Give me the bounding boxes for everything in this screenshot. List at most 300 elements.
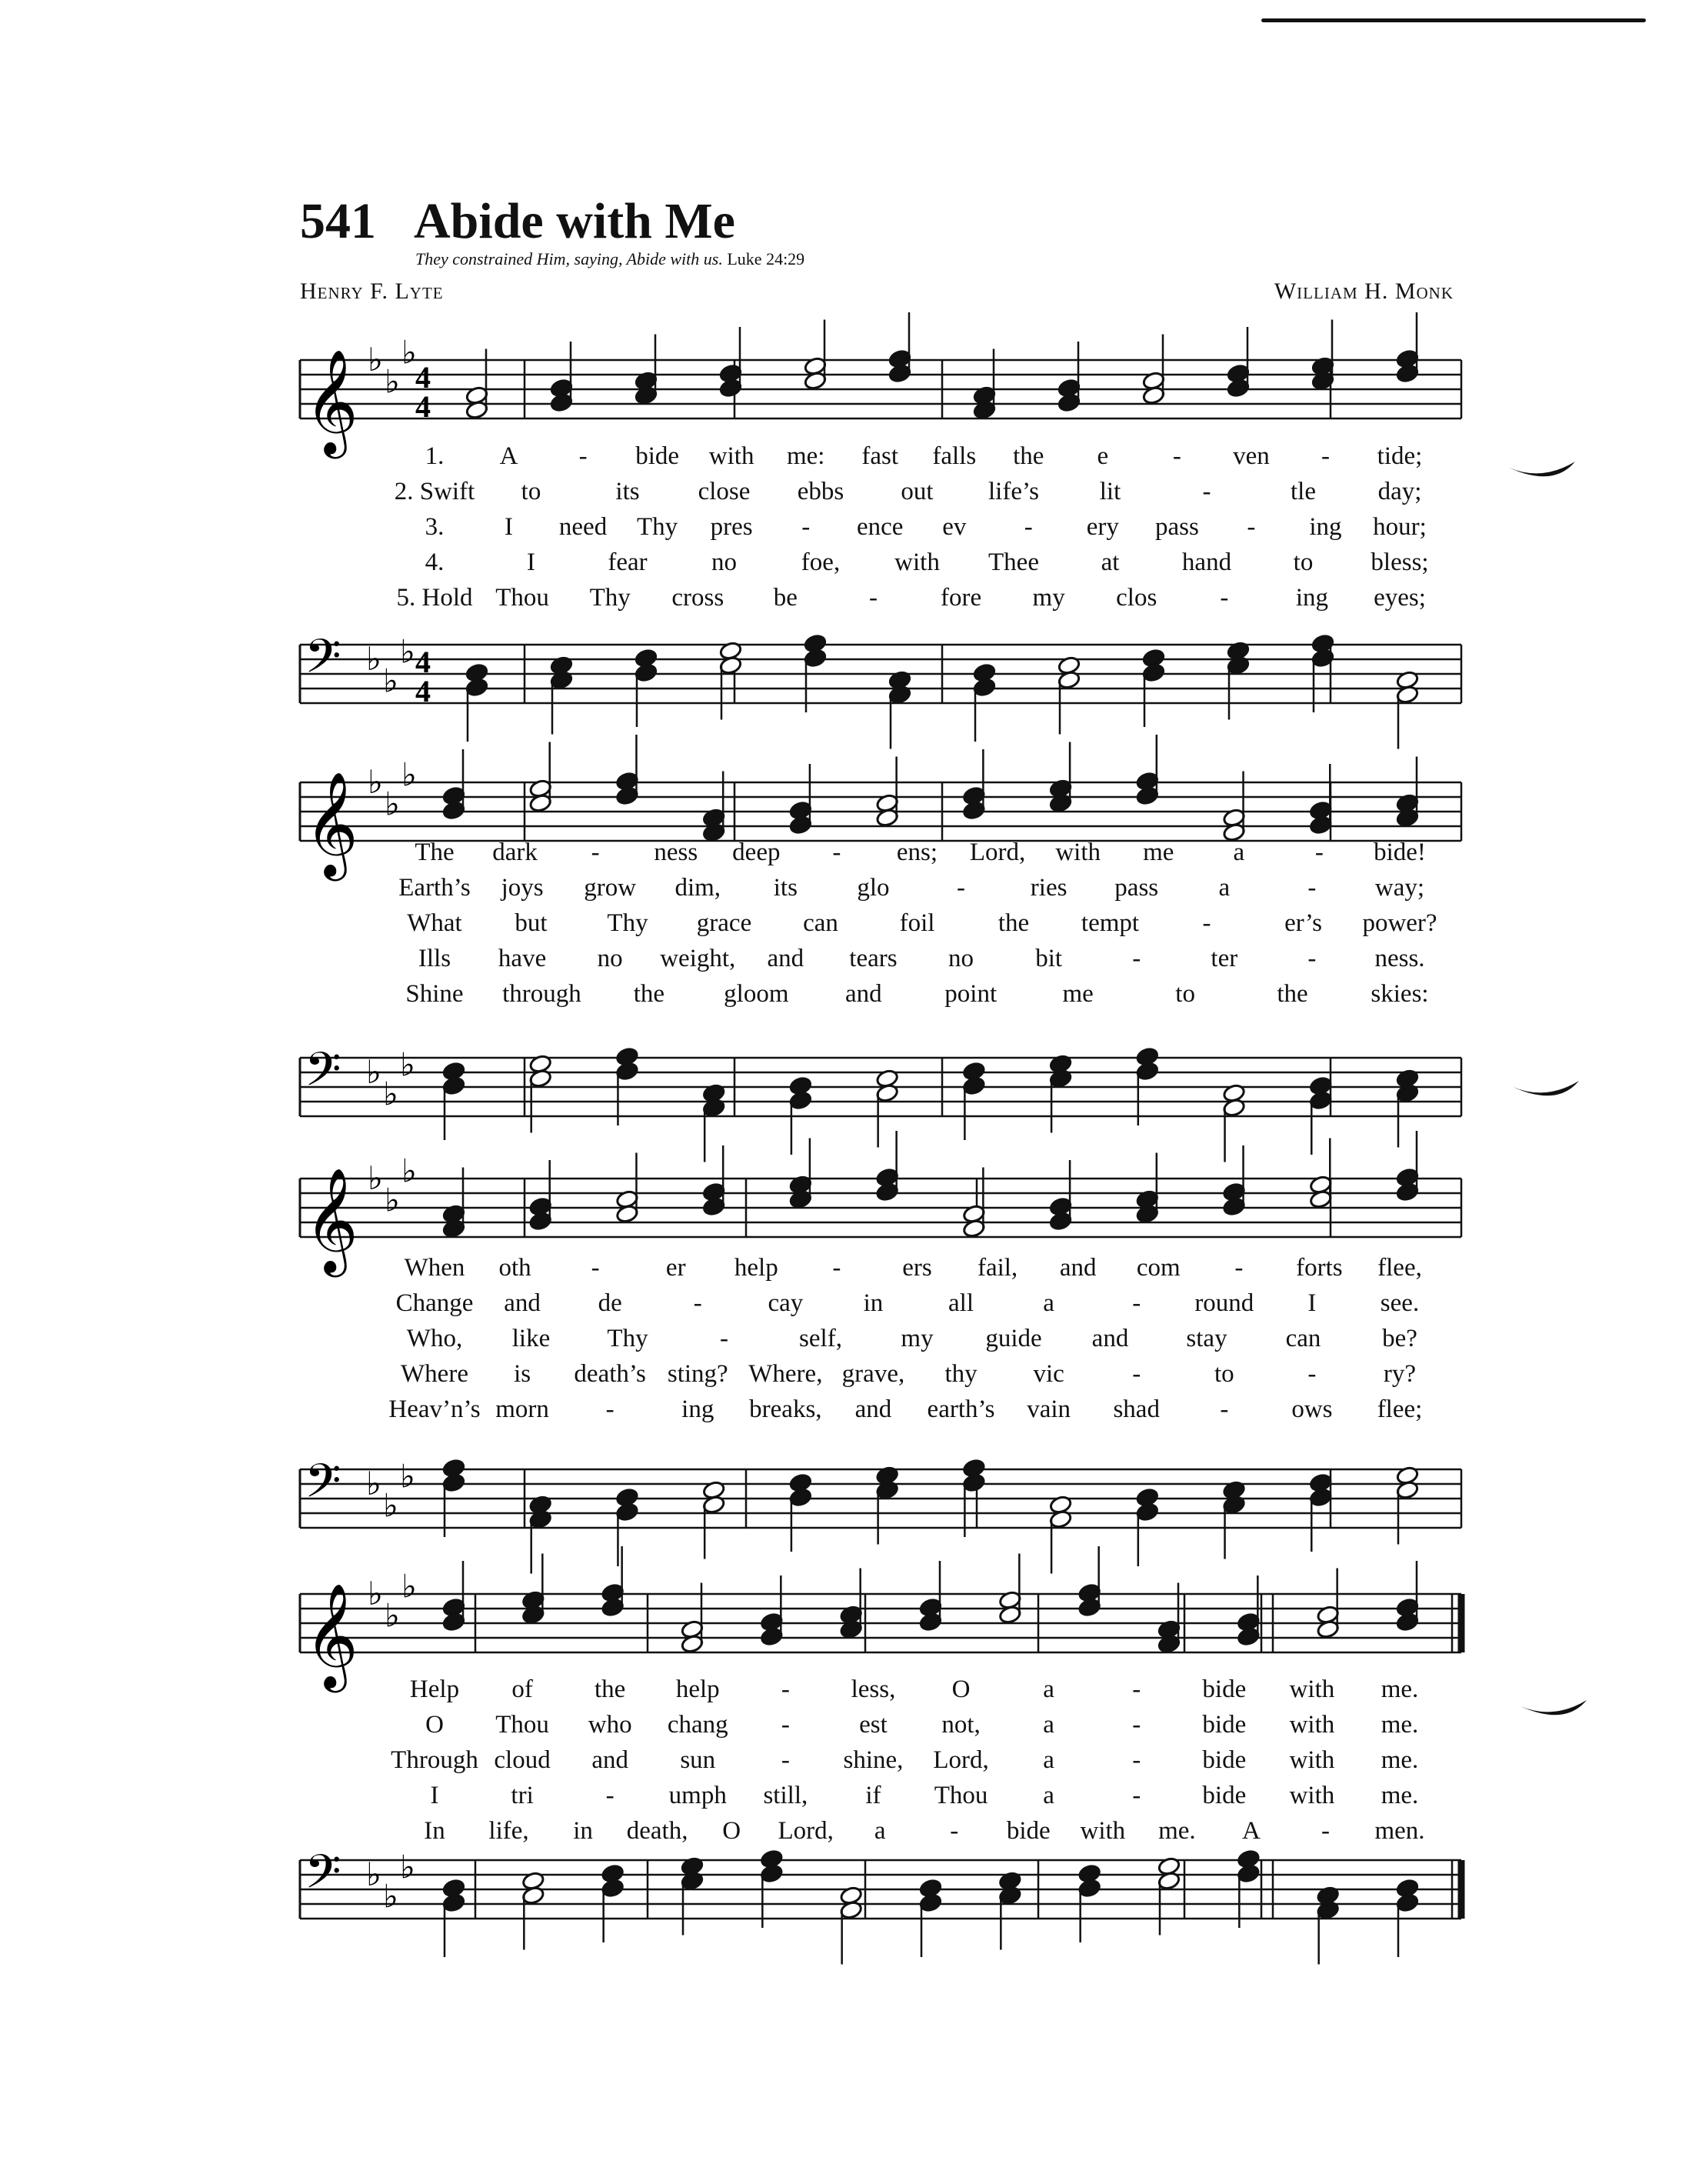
flat-icon: ♭ xyxy=(385,362,400,401)
notehead xyxy=(550,393,574,413)
note-chord xyxy=(875,1131,899,1202)
note-chord xyxy=(528,1054,552,1132)
lyric-syllable: ry? xyxy=(1383,1360,1417,1388)
lyric-syllable: bide xyxy=(1202,1782,1247,1809)
lyric-hyphen: - xyxy=(591,1254,600,1282)
note-chord xyxy=(1222,1145,1246,1216)
lyric-syllable: power? xyxy=(1362,909,1437,937)
lyric-hyphen: - xyxy=(605,1395,615,1423)
lyric-syllable: tears xyxy=(849,945,898,972)
lyric-syllable: 3. xyxy=(425,513,445,541)
time-signature-digit-icon: 4 xyxy=(415,645,431,679)
lyric-syllable: grace xyxy=(696,909,752,937)
lyric-syllable: can xyxy=(1285,1325,1321,1352)
lyric-syllable: ers xyxy=(902,1254,932,1282)
lyric-hyphen: - xyxy=(781,1746,790,1774)
notehead xyxy=(1077,1879,1101,1899)
lyric-hyphen: - xyxy=(1024,513,1033,541)
flat-icon: ♭ xyxy=(385,785,400,823)
flat-icon: ♭ xyxy=(401,1567,417,1605)
lyric-syllable: Thou xyxy=(495,1711,549,1739)
lyric-syllable: grave, xyxy=(841,1360,905,1388)
note-chord xyxy=(1058,342,1081,412)
lyric-syllable: bit xyxy=(1035,945,1063,972)
lyric-syllable: Earth’s xyxy=(398,874,471,902)
lyric-syllable: shine, xyxy=(843,1746,904,1774)
flat-icon: ♭ xyxy=(401,333,417,372)
lyric-syllable: tle xyxy=(1291,478,1316,505)
lyric-syllable: 5. Hold xyxy=(396,584,473,612)
notehead xyxy=(888,364,912,384)
notehead xyxy=(601,1598,625,1618)
lyric-syllable: morn xyxy=(495,1395,549,1423)
lyric-syllable: my xyxy=(1032,584,1065,612)
lyric-syllable: Thou xyxy=(495,584,549,612)
lyric-syllable: need xyxy=(558,513,608,541)
notehead xyxy=(601,1879,625,1899)
lyric-syllable: eyes; xyxy=(1374,584,1426,612)
notehead xyxy=(789,1488,813,1508)
lyric-syllable: to xyxy=(1175,980,1195,1008)
lyric-syllable: When xyxy=(404,1254,465,1282)
lyric-syllable: with xyxy=(1289,1711,1335,1739)
notehead xyxy=(634,663,658,683)
note-chord xyxy=(1311,320,1335,391)
flat-icon: ♭ xyxy=(366,1465,381,1502)
flat-icon: ♭ xyxy=(366,640,381,678)
lyric-syllable: and xyxy=(854,1395,892,1423)
lyric-syllable: the xyxy=(633,980,665,1008)
note-chord xyxy=(1316,1569,1340,1639)
lyric-syllable: not, xyxy=(941,1711,981,1739)
lyric-syllable: pres xyxy=(710,513,753,541)
lyric-syllable: a xyxy=(1043,1711,1054,1739)
flat-icon: ♭ xyxy=(401,1152,417,1190)
note-chord xyxy=(839,1886,863,1964)
bass-staff xyxy=(300,1845,1461,1965)
notehead xyxy=(1396,364,1420,384)
lyric-syllable: fear xyxy=(608,549,648,576)
lyric-syllable: tri xyxy=(511,1782,534,1809)
flat-icon: ♭ xyxy=(383,1877,398,1916)
notehead xyxy=(760,1627,784,1647)
lyric-syllable: In xyxy=(424,1817,445,1845)
lyric-syllable: me. xyxy=(1381,1782,1419,1809)
lyric-syllable: Thy xyxy=(607,909,648,937)
lyric-syllable: Thou xyxy=(934,1782,988,1809)
note-chord xyxy=(634,335,658,405)
lyric-line-verse-5 xyxy=(300,980,1461,1011)
lyric-syllable: ing xyxy=(1309,513,1342,541)
music-system-3 xyxy=(300,1131,1461,1554)
note-chord xyxy=(804,320,828,391)
notehead xyxy=(702,1197,726,1217)
lyric-line-verse-4 xyxy=(300,1782,1461,1812)
lyric-syllable: Lord, xyxy=(969,839,1026,866)
note-chord xyxy=(442,749,466,820)
lyric-line-verse-3 xyxy=(300,1325,1461,1355)
lyric-hyphen: - xyxy=(1132,1782,1141,1809)
flat-icon: ♭ xyxy=(368,341,383,378)
lyric-hyphen: - xyxy=(591,839,600,866)
note-chord xyxy=(521,1554,545,1625)
lyric-syllable: less, xyxy=(851,1676,896,1703)
notehead xyxy=(719,378,743,398)
time-signature-digit-icon: 4 xyxy=(415,389,431,424)
lyric-syllable: my xyxy=(901,1325,934,1352)
lyric-hyphen: - xyxy=(605,1782,615,1809)
lyric-hyphen: - xyxy=(868,584,878,612)
lyric-syllable: ing xyxy=(1295,584,1328,612)
lyric-syllable: its xyxy=(773,874,798,902)
notehead xyxy=(1396,1893,1420,1913)
note-chord xyxy=(1396,312,1420,383)
lyric-syllable: point xyxy=(944,980,998,1008)
lyric-hyphen: - xyxy=(950,1817,959,1845)
lyric-syllable: and xyxy=(767,945,804,972)
notehead xyxy=(760,1864,784,1884)
lyric-syllable: Thee xyxy=(988,549,1039,576)
notehead xyxy=(1396,1182,1420,1202)
lyric-syllable: me xyxy=(1143,839,1174,866)
lyric-hyphen: - xyxy=(693,1289,702,1317)
lyric-syllable: round xyxy=(1194,1289,1254,1317)
treble-clef-icon: 𝄞 xyxy=(305,1166,358,1272)
note-chord xyxy=(521,1871,545,1949)
top-rule xyxy=(1261,18,1646,22)
treble-clef-icon: 𝄞 xyxy=(305,348,358,454)
lyric-syllable: and xyxy=(1091,1325,1129,1352)
lyric-syllable: 1. xyxy=(425,442,445,470)
note-chord xyxy=(1396,1561,1420,1632)
lyric-syllable: in xyxy=(863,1289,884,1317)
lyric-syllable: help xyxy=(734,1254,778,1282)
note-chord xyxy=(1077,1546,1101,1617)
lyric-syllable: Heav’n’s xyxy=(388,1395,481,1423)
lyric-syllable: ows xyxy=(1291,1395,1333,1423)
note-chord xyxy=(528,742,552,813)
lyric-syllable: ness. xyxy=(1374,945,1425,972)
lyric-syllable: with xyxy=(1289,1676,1335,1703)
lyric-syllable: Thy xyxy=(637,513,678,541)
lyric-syllable: a xyxy=(1233,839,1245,866)
lyric-syllable: Ills xyxy=(418,945,451,972)
note-chord xyxy=(760,1575,784,1646)
flat-icon: ♭ xyxy=(400,1045,415,1084)
lyric-syllable: bless; xyxy=(1371,549,1429,576)
notehead xyxy=(442,1076,466,1096)
lyric-syllable: vain xyxy=(1027,1395,1071,1423)
lyric-syllable: gloom xyxy=(724,980,789,1008)
flat-icon: ♭ xyxy=(385,1596,400,1635)
notehead xyxy=(1309,1091,1333,1111)
lyric-syllable: pass xyxy=(1154,513,1199,541)
lyric-syllable: glo xyxy=(857,874,890,902)
lyric-syllable: I xyxy=(1307,1289,1317,1317)
lyric-syllable: help xyxy=(675,1676,720,1703)
lyric-line-verse-3 xyxy=(300,513,1461,544)
page-edge-mark xyxy=(1507,462,1577,488)
lyric-syllable: the xyxy=(595,1676,626,1703)
lyric-syllable: ter xyxy=(1211,945,1238,972)
lyric-syllable: sun xyxy=(680,1746,716,1774)
lyric-hyphen: - xyxy=(781,1676,790,1703)
lyric-syllable: ebbs xyxy=(797,478,844,505)
lyric-syllable: a xyxy=(1043,1782,1054,1809)
lyric-syllable: Who, xyxy=(406,1325,463,1352)
notehead xyxy=(1237,1864,1261,1884)
flat-icon: ♭ xyxy=(368,763,383,801)
notehead xyxy=(1142,663,1166,683)
lyric-hyphen: - xyxy=(801,513,811,541)
time-signature-digit-icon: 4 xyxy=(415,674,431,709)
lyric-syllable: stay xyxy=(1186,1325,1227,1352)
note-chord xyxy=(998,1871,1022,1949)
lyric-syllable: ens; xyxy=(896,839,938,866)
notehead xyxy=(1049,1212,1073,1232)
notehead xyxy=(1309,815,1333,835)
lyric-syllable: no xyxy=(711,549,737,576)
lyric-syllable: with xyxy=(1289,1782,1335,1809)
note-chord xyxy=(702,1145,726,1216)
lyric-syllable: ery xyxy=(1086,513,1119,541)
lyric-syllable: deep xyxy=(732,839,781,866)
lyric-line-verse-2 xyxy=(300,478,1461,508)
lyric-hyphen: - xyxy=(1307,874,1317,902)
lyric-syllable: umph xyxy=(668,1782,727,1809)
lyric-syllable: through xyxy=(502,980,581,1008)
lyric-syllable: est xyxy=(859,1711,888,1739)
lyric-hyphen: - xyxy=(1220,584,1229,612)
notehead xyxy=(962,1076,986,1096)
lyric-syllable: tempt xyxy=(1081,909,1140,937)
lyric-syllable: but xyxy=(515,909,548,937)
note-chord xyxy=(1316,1886,1340,1964)
lyric-hyphen: - xyxy=(1307,1360,1317,1388)
notehead xyxy=(1136,786,1160,806)
lyric-syllable: grow xyxy=(584,874,637,902)
lyric-syllable: A xyxy=(1242,1817,1261,1845)
lyric-hyphen: - xyxy=(1172,442,1181,470)
music-system-1 xyxy=(300,323,1461,746)
note-chord xyxy=(615,735,639,805)
hymn-header xyxy=(300,192,1454,323)
lyric-syllable: see. xyxy=(1380,1289,1420,1317)
lyric-syllable: and xyxy=(1059,1254,1097,1282)
lyric-syllable: I xyxy=(527,549,535,576)
lyric-syllable: all xyxy=(948,1289,974,1317)
note-chord xyxy=(875,757,899,828)
lyric-syllable: be xyxy=(773,584,798,612)
lyric-syllable: dim, xyxy=(674,874,721,902)
notehead xyxy=(804,649,828,669)
lyric-syllable: flee; xyxy=(1377,1395,1423,1423)
note-chord xyxy=(1058,655,1081,734)
lyric-syllable: a xyxy=(1218,874,1231,902)
lyric-syllable: a xyxy=(1043,1746,1054,1774)
lyric-syllable: pass xyxy=(1114,874,1159,902)
lyric-hyphen: - xyxy=(578,442,588,470)
note-chord xyxy=(550,655,574,734)
bass-clef-icon: 𝄢 xyxy=(305,1454,341,1520)
flat-icon: ♭ xyxy=(366,1856,381,1893)
notehead xyxy=(1077,1598,1101,1618)
note-chord xyxy=(719,327,743,398)
lyric-syllable: sting? xyxy=(667,1360,728,1388)
lyric-syllable: with xyxy=(1289,1746,1335,1774)
lyric-syllable: 4. xyxy=(425,549,445,576)
notehead xyxy=(442,1893,466,1913)
lyric-syllable: the xyxy=(998,909,1030,937)
note-chord xyxy=(615,1153,639,1224)
notehead xyxy=(962,801,986,821)
text-author: Henry F. Lyte xyxy=(300,278,444,304)
lyric-line-verse-4 xyxy=(300,549,1461,579)
lyric-syllable: cloud xyxy=(494,1746,551,1774)
lyric-syllable: I xyxy=(505,513,514,541)
lyric-hyphen: - xyxy=(1202,909,1211,937)
page-edge-mark xyxy=(1511,1081,1580,1107)
bass-clef-icon: 𝄢 xyxy=(305,1042,341,1109)
lyric-syllable: like xyxy=(511,1325,551,1352)
lyric-syllable: Where xyxy=(401,1360,468,1388)
lyric-hyphen: - xyxy=(1132,945,1141,972)
bass-clef-icon: 𝄢 xyxy=(305,629,341,695)
lyric-syllable: shad xyxy=(1113,1395,1160,1423)
lyric-syllable: fore xyxy=(940,584,982,612)
flat-icon: ♭ xyxy=(368,1575,383,1612)
flat-icon: ♭ xyxy=(366,1053,381,1091)
lyric-syllable: me. xyxy=(1381,1676,1419,1703)
lyric-hyphen: - xyxy=(1132,1360,1141,1388)
time-signature-digit-icon: 4 xyxy=(415,360,431,395)
lyric-syllable: flee, xyxy=(1377,1254,1422,1282)
lyric-syllable: to xyxy=(521,478,541,505)
treble-clef-icon: 𝄞 xyxy=(305,1582,358,1688)
lyric-syllable: death, xyxy=(626,1817,688,1845)
lyric-hyphen: - xyxy=(1234,1254,1244,1282)
lyric-syllable: The xyxy=(415,839,455,866)
lyric-hyphen: - xyxy=(1132,1289,1141,1317)
note-chord xyxy=(789,1139,813,1209)
lyric-line-verse-5 xyxy=(300,584,1461,615)
flat-icon: ♭ xyxy=(401,755,417,794)
lyric-syllable: I xyxy=(430,1782,439,1809)
lyric-hyphen: - xyxy=(1247,513,1256,541)
scripture-line xyxy=(415,249,804,269)
page-edge-mark xyxy=(1519,1700,1588,1726)
notehead xyxy=(919,1893,943,1913)
lyric-syllable: chang xyxy=(667,1711,728,1739)
lyric-syllable: self, xyxy=(799,1325,842,1352)
notehead xyxy=(615,1062,639,1082)
lyric-syllable: ing xyxy=(681,1395,714,1423)
lyric-syllable: bide xyxy=(1202,1711,1247,1739)
lyric-syllable: Lord, xyxy=(933,1746,989,1774)
note-chord xyxy=(1309,1139,1333,1209)
flat-icon: ♭ xyxy=(400,632,415,671)
lyric-syllable: Through xyxy=(391,1746,478,1774)
notehead xyxy=(962,1473,986,1493)
lyric-syllable: me: xyxy=(786,442,825,470)
lyric-syllable: foe, xyxy=(801,549,841,576)
lyric-syllable: with xyxy=(708,442,754,470)
lyric-syllable: Change xyxy=(395,1289,474,1317)
lyric-line-verse-5 xyxy=(300,1395,1461,1426)
lyric-syllable: oth xyxy=(498,1254,531,1282)
lyric-syllable: thy xyxy=(944,1360,978,1388)
notehead xyxy=(1309,1488,1333,1508)
lyric-syllable: bide xyxy=(1202,1746,1247,1774)
lyric-syllable: in xyxy=(573,1817,593,1845)
treble-staff xyxy=(300,312,1461,458)
lyric-syllable: bide xyxy=(635,442,680,470)
lyric-syllable: lit xyxy=(1099,478,1121,505)
note-chord xyxy=(875,1465,899,1544)
note-chord xyxy=(962,749,986,820)
lyric-syllable: its xyxy=(615,478,640,505)
lyric-syllable: no xyxy=(948,945,974,972)
lyric-syllable: me. xyxy=(1158,1817,1196,1845)
lyric-syllable: fail, xyxy=(977,1254,1018,1282)
lyric-syllable: the xyxy=(1013,442,1044,470)
lyric-hyphen: - xyxy=(1314,839,1324,866)
lyric-syllable: can xyxy=(803,909,838,937)
lyric-syllable: day; xyxy=(1377,478,1422,505)
notehead xyxy=(875,1182,899,1202)
lyric-line-verse-3 xyxy=(300,909,1461,940)
note-chord xyxy=(550,342,574,412)
lyric-syllable: out xyxy=(901,478,934,505)
note-chord xyxy=(1396,757,1420,828)
note-chord xyxy=(1049,1054,1073,1132)
notehead xyxy=(1058,393,1081,413)
lyric-syllable: A xyxy=(499,442,518,470)
notehead xyxy=(1396,1612,1420,1632)
notehead xyxy=(442,1612,466,1632)
lyric-syllable: ven xyxy=(1233,442,1270,470)
hymn-number: 541 xyxy=(300,193,376,249)
lyric-line-verse-2 xyxy=(300,1289,1461,1320)
lyric-syllable: O xyxy=(722,1817,741,1845)
lyric-syllable: be? xyxy=(1382,1325,1417,1352)
lyric-hyphen: - xyxy=(1321,1817,1330,1845)
lyric-syllable: no xyxy=(597,945,623,972)
notehead xyxy=(1136,1062,1160,1082)
lyric-syllable: to xyxy=(1214,1360,1234,1388)
lyric-syllable: Thy xyxy=(607,1325,648,1352)
lyric-syllable: is xyxy=(514,1360,531,1388)
lyric-syllable: weight, xyxy=(660,945,736,972)
lyric-syllable: of xyxy=(511,1676,533,1703)
lyric-syllable: ness xyxy=(654,839,698,866)
flat-icon: ♭ xyxy=(383,1075,398,1113)
lyric-syllable: ence xyxy=(856,513,904,541)
note-chord xyxy=(1049,742,1073,813)
lyric-syllable: and xyxy=(591,1746,628,1774)
lyric-line-verse-2 xyxy=(300,874,1461,905)
lyric-syllable: 2. Swift xyxy=(394,478,475,505)
lyric-syllable: Thy xyxy=(589,584,631,612)
lyric-syllable: earth’s xyxy=(927,1395,995,1423)
lyric-syllable: life’s xyxy=(988,478,1039,505)
lyric-syllable: with xyxy=(1080,1817,1126,1845)
flat-icon: ♭ xyxy=(400,1457,415,1495)
lyric-syllable: Help xyxy=(409,1676,460,1703)
scripture-ref: Luke 24:29 xyxy=(727,249,805,268)
lyric-syllable: a xyxy=(1043,1289,1054,1317)
lyric-line-verse-2 xyxy=(300,1711,1461,1742)
